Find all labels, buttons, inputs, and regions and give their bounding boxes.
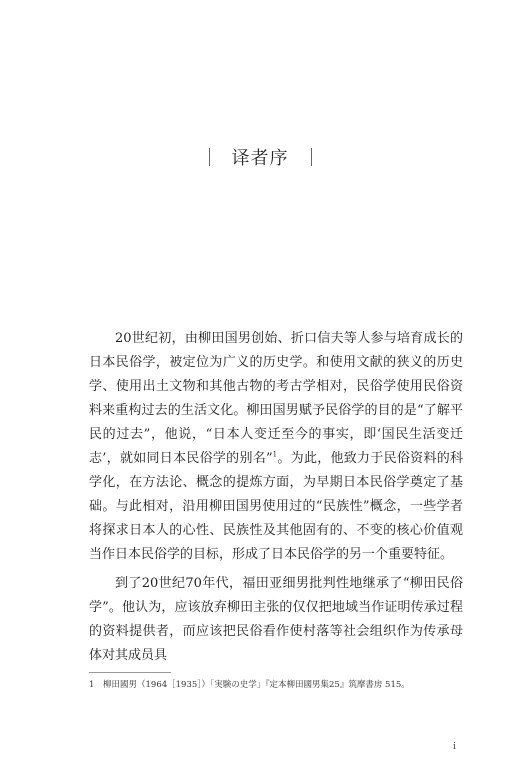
footnote-number: 1 xyxy=(89,680,95,690)
footnote-reference[interactable]: 1 xyxy=(272,450,278,459)
paragraph-1-text-a: 20世纪初，由柳田国男创始、折口信夫等人参与培育成长的日本民俗学，被定位为广义的历史学。和使用文献的狭义的历史学、使用出土文物和其他古物的考古学相对，民俗学使用民俗资料来重构过去的生活文化。柳田国男赋予民俗学的目的是“了解平民的过去”，他说，“日本人变迁至今的事实，即‘国民生活变迁志’，就如同日本民俗学的别名” xyxy=(89,331,463,466)
title-left-rule xyxy=(209,148,210,166)
paragraph-1 xyxy=(89,327,463,567)
title-right-rule xyxy=(311,148,312,166)
chapter-title-wrap xyxy=(209,144,312,170)
paragraph-1-text-b: 。为此，他致力于民俗资料的科学化，在方法论、概念的提炼方面，为早期日本民俗学奠定了基础。与此相对，沿用柳田国男使用过的“民族性”概念，一些学者将探求日本人的心性、民族性及其他固有的、不变的核心价值观当作日本民俗学的目标，形成了日本民俗学的另一个重要特征。 xyxy=(89,451,463,562)
body-text xyxy=(89,327,463,668)
footnote-divider xyxy=(89,672,171,673)
footnote-text: 柳田國男（1964［1935］）「実験の史学」『定本柳田國男集25』筑摩書房 515。 xyxy=(103,680,410,690)
chapter-header xyxy=(0,144,520,170)
paragraph-2 xyxy=(89,572,463,668)
page-number: i xyxy=(453,742,456,752)
chapter-title: 译者序 xyxy=(231,148,289,169)
paragraph-2-text: 到了20世纪70年代，福田亚细男批判性地继承了“柳田民俗学”。他认为，应该放弃柳田主张的仅仅把地域当作证明传承过程的资料提供者，而应该把民俗看作使村落等社会组织作为传承母体对其成员具 xyxy=(89,576,463,663)
footnote xyxy=(89,679,463,692)
